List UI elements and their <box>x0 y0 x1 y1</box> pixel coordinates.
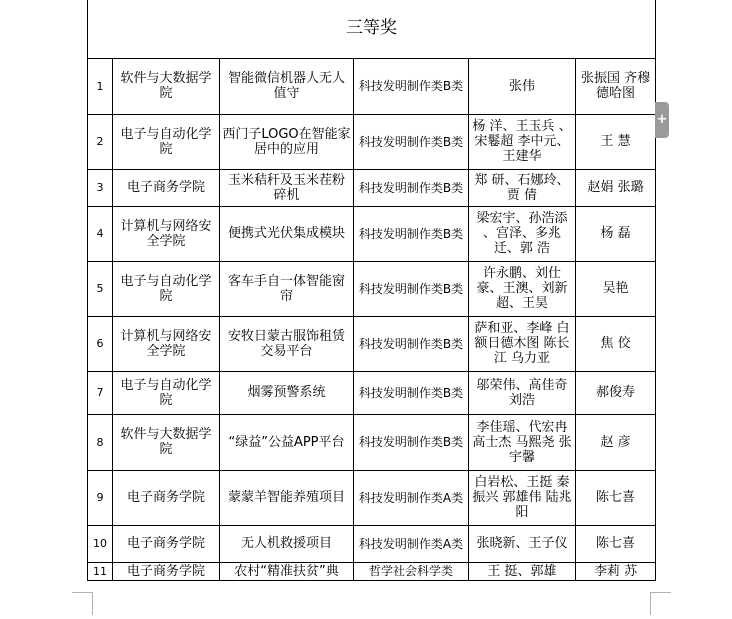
page-corner-mark-right <box>650 592 671 615</box>
award-table-body <box>88 0 656 580</box>
title-row <box>88 0 656 58</box>
category-cell: 科技发明制作类B类 <box>354 169 469 206</box>
table-row <box>88 58 656 114</box>
students-cell: 许永鹏、刘仕豪、王澳、刘新超、王昊 <box>469 261 576 316</box>
school-cell: 电子商务学院 <box>113 525 220 562</box>
students-cell: 杨 洋、王玉兵 、宋鬈超 李中元、王建华 <box>469 114 576 169</box>
category-cell: 科技发明制作类B类 <box>354 206 469 261</box>
teacher-cell: 王 慧 <box>576 114 656 169</box>
project-cell: 农村“精准扶贫”典 <box>220 562 354 580</box>
project-cell: 智能微信机器人无人值守 <box>220 58 354 114</box>
row-number: 2 <box>88 114 113 169</box>
project-cell: 蒙蒙羊智能养殖项目 <box>220 470 354 525</box>
row-number: 9 <box>88 470 113 525</box>
students-cell: 李佳瑶、代宏冉 高士杰 马熙尧 张宇馨 <box>469 414 576 470</box>
table-row <box>88 169 656 206</box>
teacher-cell: 陈七喜 <box>576 470 656 525</box>
students-cell: 邬荣伟、高佳奇 刘浩 <box>469 371 576 414</box>
students-cell: 张伟 <box>469 58 576 114</box>
row-number: 11 <box>88 562 113 580</box>
teacher-cell: 张振国 齐穆德哈图 <box>576 58 656 114</box>
row-number: 4 <box>88 206 113 261</box>
table-row <box>88 470 656 525</box>
row-number: 8 <box>88 414 113 470</box>
teacher-cell: 陈七喜 <box>576 525 656 562</box>
project-cell: 安牧日蒙古服饰租赁交易平台 <box>220 316 354 371</box>
add-row-button[interactable] <box>655 102 669 138</box>
category-cell: 科技发明制作类B类 <box>354 261 469 316</box>
students-cell: 白岩松、王挺 秦振兴 郭雄伟 陆兆阳 <box>469 470 576 525</box>
teacher-cell: 赵娟 张璐 <box>576 169 656 206</box>
school-cell: 电子商务学院 <box>113 169 220 206</box>
row-number: 1 <box>88 58 113 114</box>
table-row <box>88 414 656 470</box>
row-number: 7 <box>88 371 113 414</box>
project-cell: 玉米秸秆及玉米茬粉碎机 <box>220 169 354 206</box>
table-row <box>88 114 656 169</box>
category-cell: 哲学社会科学类 <box>354 562 469 580</box>
school-cell: 计算机与网络安全学院 <box>113 206 220 261</box>
award-table <box>87 0 656 581</box>
project-cell: 烟雾预警系统 <box>220 371 354 414</box>
school-cell: 计算机与网络安全学院 <box>113 316 220 371</box>
school-cell: 软件与大数据学院 <box>113 414 220 470</box>
row-number: 6 <box>88 316 113 371</box>
table-row <box>88 261 656 316</box>
project-cell: 无人机救援项目 <box>220 525 354 562</box>
school-cell: 电子与自动化学院 <box>113 371 220 414</box>
school-cell: 电子与自动化学院 <box>113 114 220 169</box>
students-cell: 郑 研、石娜玲、贾 倩 <box>469 169 576 206</box>
row-number: 5 <box>88 261 113 316</box>
students-cell: 王 挺、郭雄 <box>469 562 576 580</box>
table-row <box>88 525 656 562</box>
table-row <box>88 562 656 580</box>
category-cell: 科技发明制作类B类 <box>354 371 469 414</box>
project-cell: “绿益”公益APP平台 <box>220 414 354 470</box>
project-cell: 西门子LOGO在智能家居中的应用 <box>220 114 354 169</box>
school-cell: 电子商务学院 <box>113 562 220 580</box>
teacher-cell: 李莉 苏 <box>576 562 656 580</box>
plus-icon: + <box>656 112 668 127</box>
row-number: 10 <box>88 525 113 562</box>
table-row <box>88 206 656 261</box>
teacher-cell: 杨 磊 <box>576 206 656 261</box>
students-cell: 梁宏宇、孙浩添 、宫泽、多兆迁、郭 浩 <box>469 206 576 261</box>
category-cell: 科技发明制作类B类 <box>354 114 469 169</box>
category-cell: 科技发明制作类B类 <box>354 414 469 470</box>
page-corner-mark-left <box>72 592 93 615</box>
award-level-title: 三等奖 <box>88 0 656 58</box>
category-cell: 科技发明制作类B类 <box>354 58 469 114</box>
project-cell: 客车手自一体智能窗帘 <box>220 261 354 316</box>
category-cell: 科技发明制作类A类 <box>354 525 469 562</box>
school-cell: 软件与大数据学院 <box>113 58 220 114</box>
school-cell: 电子与自动化学院 <box>113 261 220 316</box>
row-number: 3 <box>88 169 113 206</box>
category-cell: 科技发明制作类A类 <box>354 470 469 525</box>
teacher-cell: 焦 佼 <box>576 316 656 371</box>
table-row <box>88 371 656 414</box>
students-cell: 张晓新、王子仪 <box>469 525 576 562</box>
teacher-cell: 赵 彦 <box>576 414 656 470</box>
school-cell: 电子商务学院 <box>113 470 220 525</box>
students-cell: 萨和亚、李峰 白额日德木图 陈长江 乌力亚 <box>469 316 576 371</box>
teacher-cell: 郝俊寿 <box>576 371 656 414</box>
project-cell: 便携式光伏集成模块 <box>220 206 354 261</box>
teacher-cell: 吴艳 <box>576 261 656 316</box>
table-row <box>88 316 656 371</box>
category-cell: 科技发明制作类B类 <box>354 316 469 371</box>
